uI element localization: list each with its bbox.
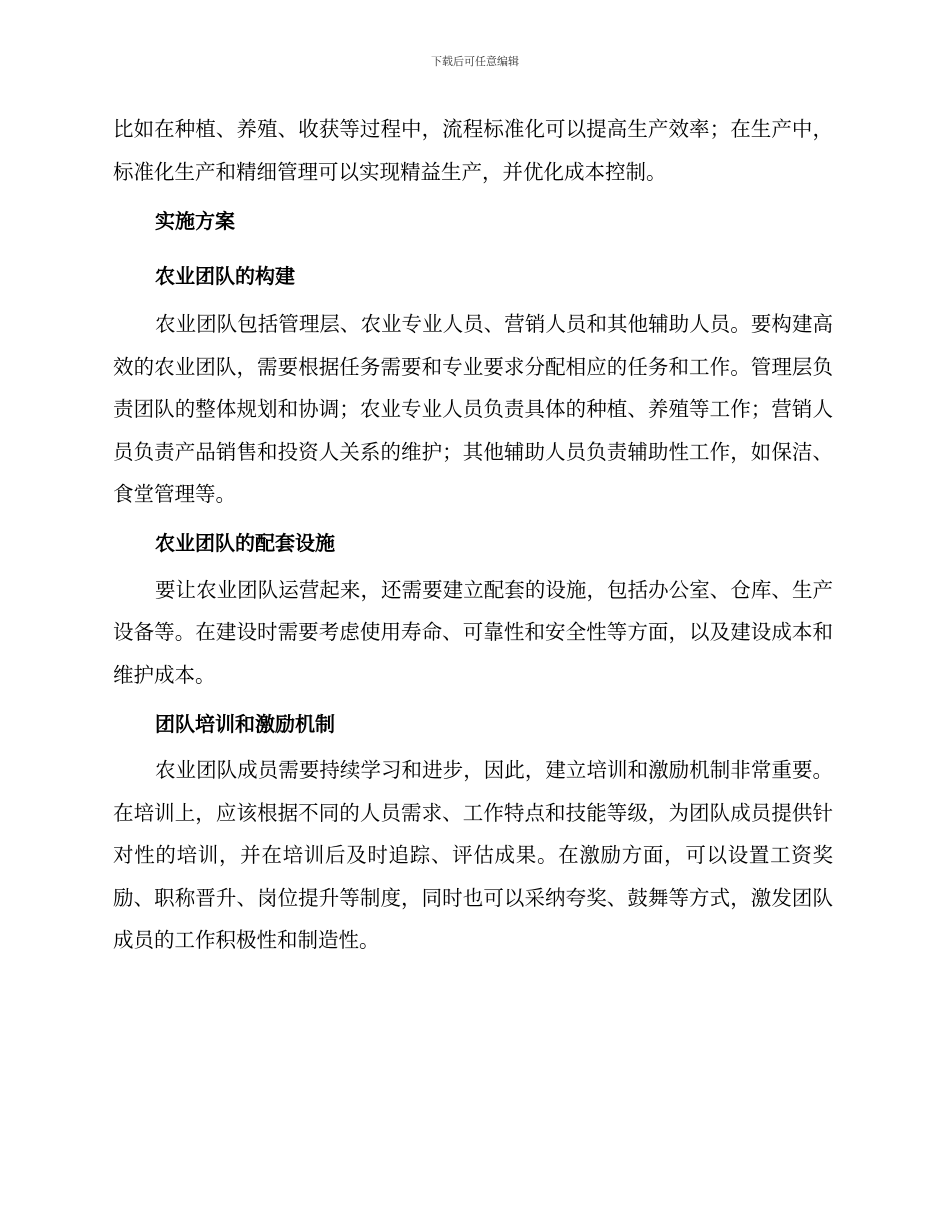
paragraph-team-construction: 农业团队包括管理层、农业专业人员、营销人员和其他辅助人员。要构建高效的农业团队，需要根据任务需要和专业要求分配相应的任务和工作。管理层负责团队的整体规划和协调；农业专业人员负责具体的种植、养殖等工作；营销人员负责产品销售和投资人关系的维护；其他辅助人员负责辅助性工作，如保洁、食堂管理等。 <box>113 312 833 506</box>
paragraph-training-incentives: 农业团队成员需要持续学习和进步，因此，建立培训和激励机制非常重要。在培训上，应该根据不同的人员需求、工作特点和技能等级，为团队成员提供针对性的培训，并在培训后及时追踪、评估成果。在激励方面，可以设置工资奖励、职称晋升、岗位提升等制度，同时也可以采纳夸奖、鼓舞等方式，激发团队成员的工作积极性和制造性。 <box>113 758 833 952</box>
paragraph-supporting-facilities: 要让农业团队运营起来，还需要建立配套的设施，包括办公室、仓库、生产设备等。在建设时需要考虑使用寿命、可靠性和安全性等方面，以及建设成本和维护成本。 <box>113 577 833 687</box>
document-body <box>113 108 833 962</box>
paragraph-intro: 比如在种植、养殖、收获等过程中，流程标准化可以提高生产效率；在生产中，标准化生产和精细管理可以实现精益生产，并优化成本控制。 <box>113 117 833 184</box>
heading-team-construction: 农业团队的构建 <box>155 264 295 288</box>
heading-training-incentives: 团队培训和激励机制 <box>155 712 335 736</box>
page-header: 下载后可任意编辑 <box>431 55 519 68</box>
heading-supporting-facilities: 农业团队的配套设施 <box>155 530 335 555</box>
heading-implementation-plan: 实施方案 <box>155 209 235 233</box>
